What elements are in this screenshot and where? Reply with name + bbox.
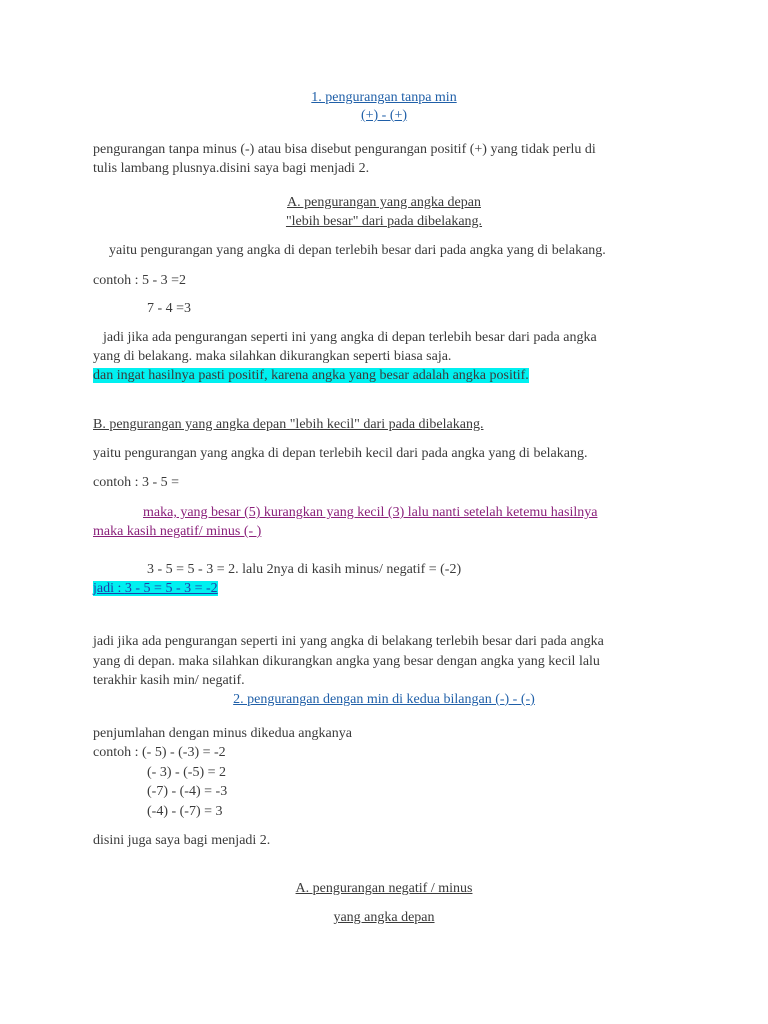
section-a-highlight: dan ingat hasilnya pasti positif, karena angka yang besar adalah angka positif. xyxy=(93,368,529,383)
section-b-note-3: terakhir kasih min/ negatif. xyxy=(93,673,245,688)
section-2-intro: penjumlahan dengan minus dikedua angkanya xyxy=(93,726,352,741)
section-a-note-2: yang di belakang. maka silahkan dikurangkan seperti biasa saja. xyxy=(93,349,452,364)
section-a-example-2: 7 - 4 =3 xyxy=(147,301,192,316)
section-b-note-2: yang di depan. maka silahkan dikurangkan angka yang besar dengan angka yang kecil lalu xyxy=(93,654,600,669)
section-b-title: B. pengurangan yang angka depan "lebih kecil" dari pada dibelakang. xyxy=(93,417,484,432)
section-2-example-3: (-7) - (-4) = -3 xyxy=(147,784,228,799)
section-a-title-1: A. pengurangan yang angka depan xyxy=(287,195,481,210)
section-a2-title-1: A. pengurangan negatif / minus xyxy=(295,881,473,896)
section-2-example-1: contoh : (- 5) - (-3) = -2 xyxy=(93,745,226,760)
intro-line-2: tulis lambang plusnya.disini saya bagi menjadi 2. xyxy=(93,161,370,176)
heading-1-line-1: 1. pengurangan tanpa min xyxy=(311,90,457,105)
section-b-instruction-1: maka, yang besar (5) kurangkan yang kecil (3) lalu nanti setelah ketemu hasilnya xyxy=(143,505,598,520)
section-b-example: contoh : 3 - 5 = xyxy=(93,475,180,490)
section-b-description: yaitu pengurangan yang angka di depan terlebih kecil dari pada angka yang di belakang. xyxy=(93,446,588,461)
section-2-split: disini juga saya bagi menjadi 2. xyxy=(93,833,271,848)
intro-line-1: pengurangan tanpa minus (-) atau bisa disebut pengurangan positif (+) yang tidak perlu di xyxy=(93,142,596,157)
section-b-result: jadi : 3 - 5 = 5 - 3 = -2 xyxy=(93,581,218,596)
section-a-description: yaitu pengurangan yang angka di depan terlebih besar dari pada angka yang di belakang. xyxy=(109,243,606,258)
section-b-note-1: jadi jika ada pengurangan seperti ini yang angka di belakang terlebih besar dari pada angka xyxy=(93,634,604,649)
section-b-instruction-2: maka kasih negatif/ minus (- ) xyxy=(93,524,262,539)
section-2-example-2: (- 3) - (-5) = 2 xyxy=(147,765,227,780)
heading-2: 2. pengurangan dengan min di kedua bilangan (-) - (-) xyxy=(233,692,535,707)
section-a-note-1: jadi jika ada pengurangan seperti ini yang angka di depan terlebih besar dari pada angka xyxy=(103,330,597,345)
section-2-example-4: (-4) - (-7) = 3 xyxy=(147,804,223,819)
section-b-calculation: 3 - 5 = 5 - 3 = 2. lalu 2nya di kasih minus/ negatif = (-2) xyxy=(147,562,462,577)
section-a2-title-2: yang angka depan xyxy=(333,910,435,925)
heading-1-line-2: (+) - (+) xyxy=(360,108,408,123)
section-a-example-1: contoh : 5 - 3 =2 xyxy=(93,273,187,288)
section-a-title-2: "lebih besar" dari pada dibelakang. xyxy=(285,214,483,229)
